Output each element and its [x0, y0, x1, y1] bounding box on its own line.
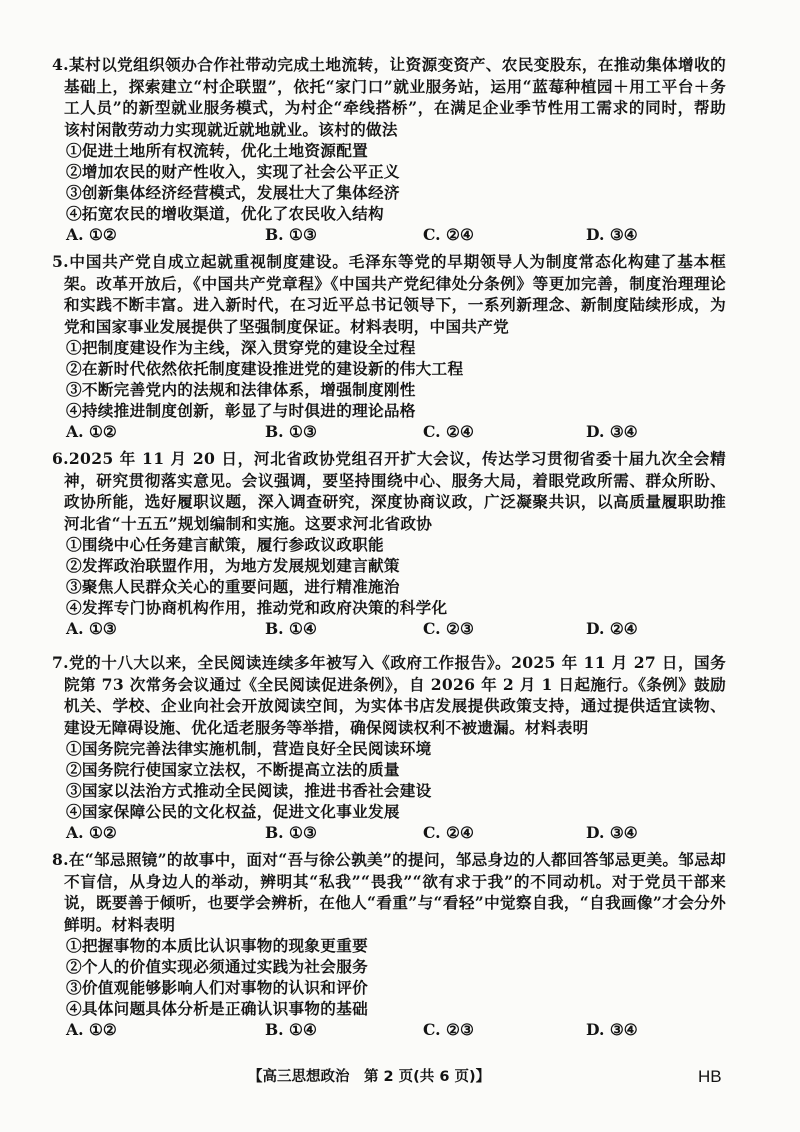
option-3: ③聚焦人民群众关心的重要问题，进行精准施治: [66, 577, 400, 597]
answer-choices: [64, 618, 726, 640]
option-1: ①把制度建设作为主线，深入贯穿党的建设全过程: [66, 338, 416, 358]
question-8: [52, 849, 726, 1041]
question-number: 5.: [52, 252, 69, 271]
choice-d: D. ③④: [586, 422, 638, 442]
choice-d: D. ②④: [586, 619, 638, 639]
question-text: 某村以党组织领办合作社带动完成土地流转，让资源变资产、农民变股东，在推动集体增收的基础上，探索建立“村企联盟”，依托“家门口”就业服务站，运用“蓝莓种植园＋用工平台＋务工人员”的新型就业服务模式，为村企“牵线搭桥”，在满足企业季节性用工需求的同时，帮助该村闲散劳动力实现就近就地就业。该村的做法: [64, 55, 726, 139]
choice-a: A. ①②: [66, 225, 117, 245]
question-text: 在“邹忌照镜”的故事中，面对“吾与徐公孰美”的提问，邹忌身边的人都回答邹忌更美。邹忌却不盲信，从身边人的举动，辨明其“私我”“畏我”“欲有求于我”的不同动机。对于党员干部来说，既要善于倾听，也要学会辨析，在他人“看重”与“看轻”中觉察自我，“自我画像”才会分外鲜明。材料表明: [64, 850, 726, 934]
option-4: ④国家保障公民的文化权益，促进文化事业发展: [66, 802, 400, 822]
choice-c: C. ②④: [423, 422, 474, 442]
choice-b: B. ①③: [265, 823, 317, 843]
question-stem: [52, 54, 726, 140]
answer-choices: [64, 421, 726, 443]
choice-a: A. ①②: [66, 422, 117, 442]
option-3: ③价值观能够影响人们对事物的认识和评价: [66, 978, 368, 998]
question-text: 2025 年 11 月 20 日，河北省政协党组召开扩大会议，传达学习贯彻省委十届九次全会精神，研究贯彻落实意见。会议强调，要坚持围绕中心、服务大局，着眼党政所需、群众所盼、政协所能，选好履职议题，深入调查研究，深度协商议政，广泛凝聚共识，以高质量履职助推河北省“十五五”规划编制和实施。这要求河北省政协: [64, 449, 726, 533]
option-4: ④拓宽农民的增收渠道，优化了农民收入结构: [66, 204, 384, 224]
option-3: ③国家以法治方式推动全民阅读，推进书香社会建设: [66, 781, 432, 801]
question-4: [52, 54, 726, 246]
choice-d: D. ③④: [586, 225, 638, 245]
choice-b: B. ①④: [265, 1020, 317, 1040]
option-2: ②在新时代依然依托制度建设推进党的建设新的伟大工程: [66, 359, 464, 379]
choice-b: B. ①④: [265, 619, 317, 639]
question-number: 4.: [52, 55, 69, 74]
choice-a: A. ①③: [66, 619, 117, 639]
option-3: ③不断完善党内的法规和法律体系，增强制度刚性: [66, 380, 416, 400]
option-1: ①国务院完善法律实施机制，营造良好全民阅读环境: [66, 739, 432, 759]
option-2: ②发挥政治联盟作用，为地方发展规划建言献策: [66, 556, 400, 576]
choice-c: C. ②③: [423, 1020, 474, 1040]
choice-b: B. ①③: [265, 422, 317, 442]
question-stem: [52, 652, 726, 738]
choice-a: A. ①②: [66, 823, 117, 843]
question-stem: [52, 448, 726, 534]
question-number: 7.: [52, 653, 69, 672]
question-stem: [52, 251, 726, 337]
answer-choices: [64, 1019, 726, 1041]
option-4: ④具体问题具体分析是正确认识事物的基础: [66, 999, 368, 1019]
option-2: ②增加农民的财产性收入，实现了社会公平正义: [66, 162, 400, 182]
option-1: ①促进土地所有权流转，优化土地资源配置: [66, 141, 368, 161]
question-7: [52, 652, 726, 844]
option-4: ④持续推进制度创新，彰显了与时俱进的理论品格: [66, 401, 416, 421]
choice-a: A. ①②: [66, 1020, 117, 1040]
choice-b: B. ①③: [265, 225, 317, 245]
footer-page-label: 【高三思想政治 第 2 页(共 6 页)】: [248, 1069, 491, 1085]
choice-c: C. ②④: [423, 823, 474, 843]
question-number: 6.: [52, 449, 69, 468]
choice-c: C. ②③: [423, 619, 474, 639]
option-1: ①把握事物的本质比认识事物的现象更重要: [66, 936, 368, 956]
footer-code: HB: [698, 1067, 722, 1086]
choice-c: C. ②④: [423, 225, 474, 245]
question-stem: [52, 849, 726, 935]
option-3: ③创新集体经济经营模式，发展壮大了集体经济: [66, 183, 400, 203]
question-5: [52, 251, 726, 443]
answer-choices: [64, 822, 726, 844]
option-1: ①围绕中心任务建言献策，履行参政议政职能: [66, 535, 384, 555]
option-2: ②个人的价值实现必须通过实践为社会服务: [66, 957, 368, 977]
answer-choices: [64, 224, 726, 246]
page-footer: [0, 1066, 800, 1096]
option-4: ④发挥专门协商机构作用，推动党和政府决策的科学化: [66, 598, 448, 618]
choice-d: D. ③④: [586, 823, 638, 843]
option-2: ②国务院行使国家立法权，不断提高立法的质量: [66, 760, 400, 780]
question-6: [52, 448, 726, 640]
question-text: 党的十八大以来，全民阅读连续多年被写入《政府工作报告》。2025 年 11 月 27 日，国务院第 73 次常务会议通过《全民阅读促进条例》，自 2026 年 2 月 1 日起施行。《条例》鼓励机关、学校、企业向社会开放阅读空间，为实体书店发展提供政策支持，通过提供适宜读物、建设无障碍设施、优化适老服务等举措，确保阅读权利不被遗漏。材料表明: [64, 653, 726, 737]
question-text: 中国共产党自成立起就重视制度建设。毛泽东等党的早期领导人为制度常态化构建了基本框架。改革开放后，《中国共产党章程》《中国共产党纪律处分条例》等更加完善，制度治理理论和实践不断丰富。进入新时代，在习近平总书记领导下，一系列新理念、新制度陆续形成，为党和国家事业发展提供了坚强制度保证。材料表明，中国共产党: [64, 252, 726, 336]
question-number: 8.: [52, 850, 69, 869]
choice-d: D. ③④: [586, 1020, 638, 1040]
